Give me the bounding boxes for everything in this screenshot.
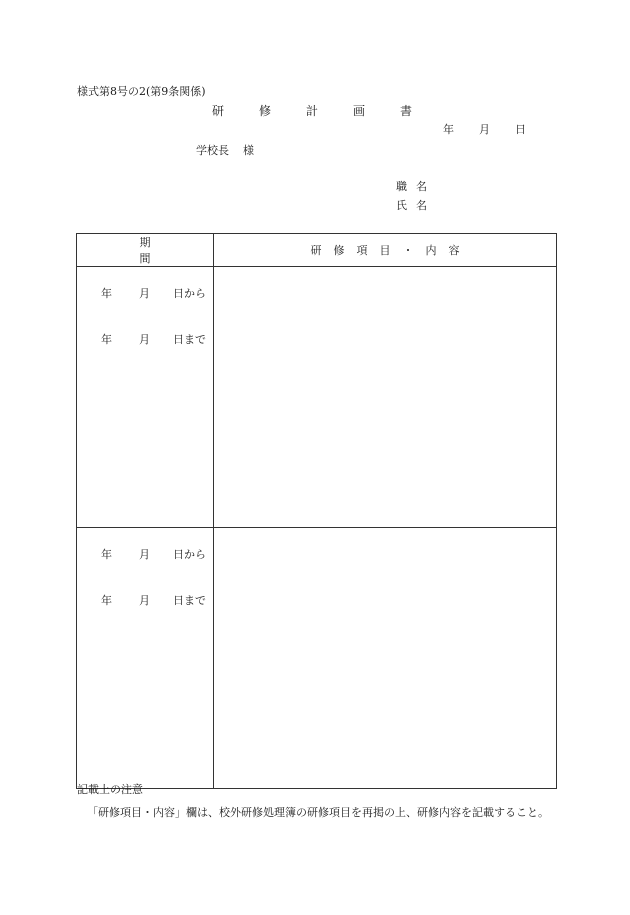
honorific: 様 [243,144,254,157]
header-char: 内 [425,244,437,257]
content-header [214,234,557,267]
table-header-row [77,234,557,267]
header-char: 研 [310,244,322,257]
to-month: 月 [139,333,150,346]
name-label: 氏名 [396,199,436,212]
header-char: 間 [139,252,151,265]
content-cell[interactable] [214,528,557,789]
notes-body: 「研修項目・内容」欄は、校外研修処理簿の研修項目を再掲の上、研修内容を記載すること。 [87,806,549,819]
to-year: 年 [101,333,112,346]
from-year: 年 [101,548,112,561]
to-year: 年 [101,594,112,607]
title-char: 画 [353,104,366,118]
addressee-name: 学校長 [196,144,229,157]
table-row [77,528,557,789]
from-month: 月 [139,287,150,300]
header-char: 容 [448,244,460,257]
from-year: 年 [101,287,112,300]
period-from [101,546,211,562]
header-char: 目 [379,244,391,257]
period-to [101,592,211,608]
period-cell[interactable] [77,267,214,528]
training-plan-table [76,233,557,789]
from-day: 日から [173,287,206,300]
title-char: 計 [306,104,319,118]
title-char: 修 [259,104,272,118]
header-char: 項 [356,244,368,257]
period-header [77,234,214,267]
title-char: 書 [400,104,413,118]
from-day: 日から [173,548,206,561]
header-char: ・ [402,244,414,257]
notes-title: 記載上の注意 [77,783,143,796]
position-label: 職名 [396,180,436,193]
to-day: 日まで [173,333,206,346]
document-title [212,105,447,117]
date-day: 日 [515,123,526,136]
content-cell[interactable] [214,267,557,528]
from-month: 月 [139,548,150,561]
date-year: 年 [443,123,454,136]
header-char: 修 [333,244,345,257]
date-line [443,124,551,135]
addressee [196,145,254,156]
table-row [77,267,557,528]
date-month: 月 [479,123,490,136]
to-day: 日まで [173,594,206,607]
period-to [101,331,211,347]
header-char: 期 [139,236,151,249]
to-month: 月 [139,594,150,607]
form-number: 様式第8号の2(第9条関係) [77,85,206,98]
period-from [101,285,211,301]
period-cell[interactable] [77,528,214,789]
title-char: 研 [212,104,225,118]
